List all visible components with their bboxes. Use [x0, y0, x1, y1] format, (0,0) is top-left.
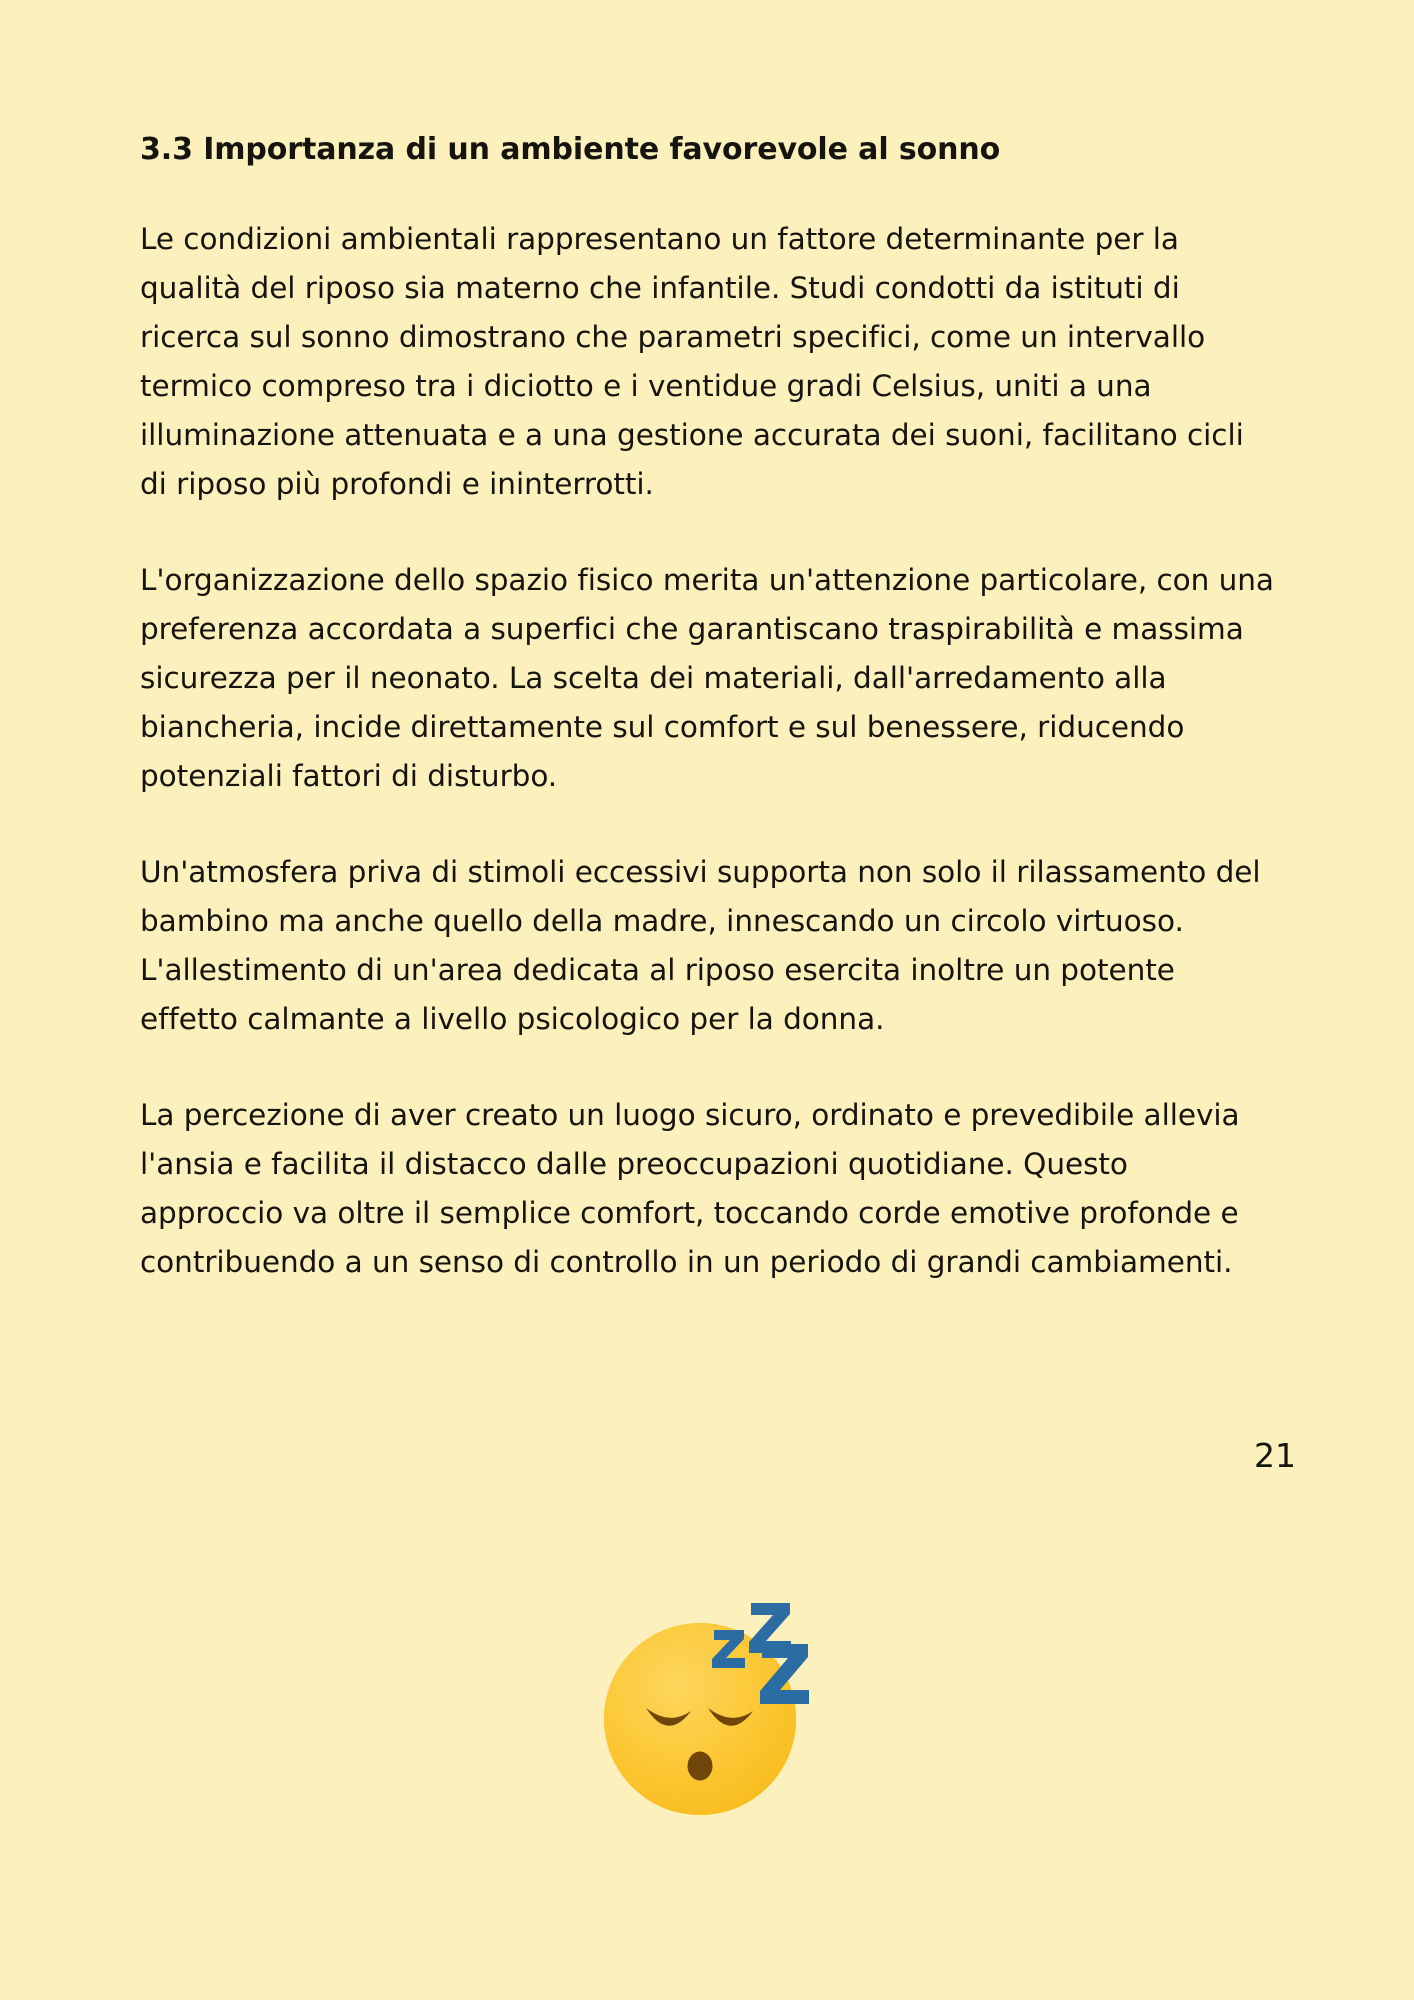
body-paragraph-4: La percezione di aver creato un luogo sicuro, ordinato e prevedibile allevia l'ansia e facilita il distacco dalle preoccupazioni quotidiane. Questo approccio va oltre il semplice comfort, toccando corde emotive profonde e contribuendo a un senso di controllo in un periodo di grandi cambiamenti.	[140, 1098, 1240, 1279]
page-number: 21	[1254, 1436, 1296, 1475]
body-paragraph-2: L'organizzazione dello spazio fisico merita un'attenzione particolare, con una preferenza accordata a superfici che garantiscano traspirabilità e massima sicurezza per il neonato. La scelta dei materiali, dall'arredamento alla biancheria, incide direttamente sul comfort e sul benessere, riducendo potenziali fattori di disturbo.	[140, 563, 1274, 793]
body-paragraph-3: Un'atmosfera priva di stimoli eccessivi supporta non solo il rilassamento del bambino ma anche quello della madre, innescando un circolo virtuoso. L'allestimento di un'area dedicata al riposo esercita inoltre un potente effetto calmante a livello psicologico per la donna.	[140, 855, 1261, 1036]
section-heading: 3.3 Importanza di un ambiente favorevole al sonno	[140, 132, 1001, 167]
page-content	[140, 130, 1275, 1287]
emoji-mouth	[688, 1752, 713, 1781]
sleeping-face-icon	[588, 1582, 828, 1822]
body-paragraph-1: Le condizioni ambientali rappresentano un fattore determinante per la qualità del riposo sia materno che infantile. Studi condotti da istituti di ricerca sul sonno dimostrano che parametri specifici, come un intervallo termico compreso tra i diciotto e i ventidue gradi Celsius, uniti a una illuminazione attenuata e a una gestione accurata dei suoni, facilitano cicli di riposo più profondi e ininterrotti.	[140, 222, 1244, 501]
sleeping-face-emoji	[588, 1582, 828, 1822]
